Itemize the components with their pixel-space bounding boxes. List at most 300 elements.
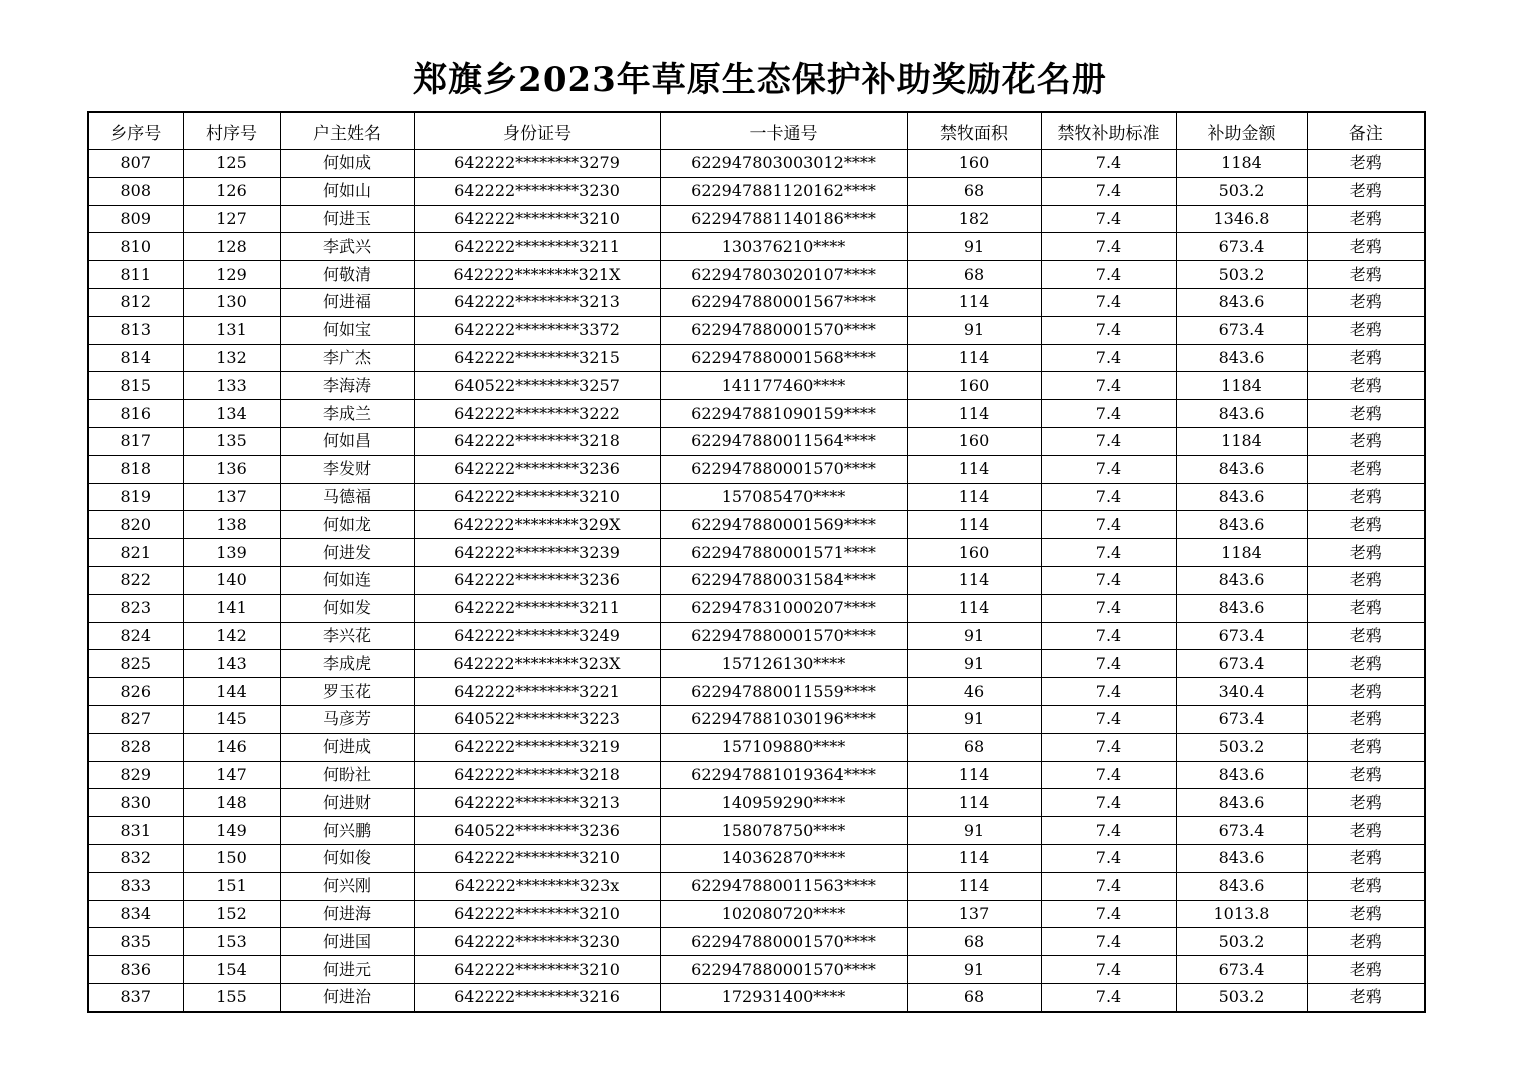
householder-name-cell: 何进海 [280, 900, 414, 928]
id-number-cell: 642222********3219 [414, 733, 660, 761]
subsidy-amount-cell: 843.6 [1176, 566, 1307, 594]
subsidy-amount-cell: 1346.8 [1176, 205, 1307, 233]
page-title: 郑旗乡2023年草原生态保护补助奖励花名册 [413, 60, 1107, 100]
table-row [88, 983, 1425, 1011]
id-number-cell: 642222********3213 [414, 288, 660, 316]
subsidy-rate-cell: 7.4 [1041, 844, 1176, 872]
householder-name-cell: 何如山 [280, 177, 414, 205]
householder-name-cell: 何进财 [280, 789, 414, 817]
column-header-township-no: 乡序号 [88, 112, 183, 150]
village-no-cell: 137 [183, 483, 280, 511]
subsidy-amount-cell: 673.4 [1176, 705, 1307, 733]
subsidy-amount-cell: 1184 [1176, 372, 1307, 400]
township-no-cell: 836 [88, 956, 183, 984]
subsidy-rate-cell: 7.4 [1041, 817, 1176, 845]
householder-name-cell: 何进国 [280, 928, 414, 956]
id-number-cell: 642222********3211 [414, 594, 660, 622]
grazing-ban-area-cell: 137 [907, 900, 1041, 928]
township-no-cell: 807 [88, 150, 183, 178]
card-number-cell: 622947880001571**** [660, 539, 907, 567]
township-no-cell: 821 [88, 539, 183, 567]
township-no-cell: 808 [88, 177, 183, 205]
remarks-cell: 老鸦 [1307, 872, 1425, 900]
table-row [88, 844, 1425, 872]
householder-name-cell: 李发财 [280, 455, 414, 483]
village-no-cell: 136 [183, 455, 280, 483]
grazing-ban-area-cell: 91 [907, 705, 1041, 733]
township-no-cell: 817 [88, 427, 183, 455]
subsidy-rate-cell: 7.4 [1041, 400, 1176, 428]
id-number-cell: 642222********3211 [414, 233, 660, 261]
subsidy-rate-cell: 7.4 [1041, 900, 1176, 928]
subsidy-rate-cell: 7.4 [1041, 928, 1176, 956]
remarks-cell: 老鸦 [1307, 233, 1425, 261]
householder-name-cell: 何如昌 [280, 427, 414, 455]
grazing-ban-area-cell: 114 [907, 455, 1041, 483]
grazing-ban-area-cell: 68 [907, 261, 1041, 289]
id-number-cell: 642222********3210 [414, 900, 660, 928]
subsidy-rate-cell: 7.4 [1041, 539, 1176, 567]
subsidy-amount-cell: 503.2 [1176, 261, 1307, 289]
table-row [88, 400, 1425, 428]
id-number-cell: 642222********321X [414, 261, 660, 289]
subsidy-amount-cell: 340.4 [1176, 678, 1307, 706]
householder-name-cell: 李武兴 [280, 233, 414, 261]
subsidy-amount-cell: 673.4 [1176, 622, 1307, 650]
township-no-cell: 811 [88, 261, 183, 289]
subsidy-rate-cell: 7.4 [1041, 511, 1176, 539]
subsidy-amount-cell: 503.2 [1176, 733, 1307, 761]
village-no-cell: 138 [183, 511, 280, 539]
grazing-ban-area-cell: 160 [907, 372, 1041, 400]
subsidy-amount-cell: 843.6 [1176, 844, 1307, 872]
subsidy-rate-cell: 7.4 [1041, 288, 1176, 316]
remarks-cell: 老鸦 [1307, 900, 1425, 928]
table-row [88, 650, 1425, 678]
householder-name-cell: 何进元 [280, 956, 414, 984]
remarks-cell: 老鸦 [1307, 678, 1425, 706]
subsidy-rate-cell: 7.4 [1041, 761, 1176, 789]
remarks-cell: 老鸦 [1307, 622, 1425, 650]
card-number-cell: 622947881019364**** [660, 761, 907, 789]
township-no-cell: 833 [88, 872, 183, 900]
id-number-cell: 642222********3236 [414, 455, 660, 483]
remarks-cell: 老鸦 [1307, 316, 1425, 344]
grazing-ban-area-cell: 114 [907, 872, 1041, 900]
card-number-cell: 130376210**** [660, 233, 907, 261]
id-number-cell: 642222********323x [414, 872, 660, 900]
township-no-cell: 814 [88, 344, 183, 372]
column-header-subsidy-rate: 禁牧补助标准 [1041, 112, 1176, 150]
grazing-ban-area-cell: 68 [907, 983, 1041, 1011]
village-no-cell: 144 [183, 678, 280, 706]
householder-name-cell: 李广杰 [280, 344, 414, 372]
grazing-ban-area-cell: 91 [907, 817, 1041, 845]
card-number-cell: 622947880001570**** [660, 622, 907, 650]
householder-name-cell: 何如连 [280, 566, 414, 594]
remarks-cell: 老鸦 [1307, 372, 1425, 400]
card-number-cell: 141177460**** [660, 372, 907, 400]
id-number-cell: 642222********3210 [414, 205, 660, 233]
township-no-cell: 825 [88, 650, 183, 678]
table-row [88, 566, 1425, 594]
grazing-ban-area-cell: 114 [907, 566, 1041, 594]
remarks-cell: 老鸦 [1307, 205, 1425, 233]
village-no-cell: 155 [183, 983, 280, 1011]
card-number-cell: 622947881030196**** [660, 705, 907, 733]
id-number-cell: 642222********3213 [414, 789, 660, 817]
subsidy-rate-cell: 7.4 [1041, 150, 1176, 178]
id-number-cell: 640522********3257 [414, 372, 660, 400]
subsidy-amount-cell: 673.4 [1176, 817, 1307, 845]
card-number-cell: 622947881120162**** [660, 177, 907, 205]
householder-name-cell: 何如成 [280, 150, 414, 178]
township-no-cell: 832 [88, 844, 183, 872]
village-no-cell: 154 [183, 956, 280, 984]
card-number-cell: 622947880001568**** [660, 344, 907, 372]
village-no-cell: 142 [183, 622, 280, 650]
grazing-ban-area-cell: 91 [907, 622, 1041, 650]
subsidy-amount-cell: 843.6 [1176, 344, 1307, 372]
village-no-cell: 133 [183, 372, 280, 400]
householder-name-cell: 何如宝 [280, 316, 414, 344]
subsidy-amount-cell: 503.2 [1176, 177, 1307, 205]
table-row [88, 316, 1425, 344]
card-number-cell: 157109880**** [660, 733, 907, 761]
column-header-grazing-ban-area: 禁牧面积 [907, 112, 1041, 150]
grazing-ban-area-cell: 114 [907, 483, 1041, 511]
card-number-cell: 622947880001570**** [660, 316, 907, 344]
householder-name-cell: 马德福 [280, 483, 414, 511]
householder-name-cell: 李成兰 [280, 400, 414, 428]
remarks-cell: 老鸦 [1307, 983, 1425, 1011]
householder-name-cell: 何兴刚 [280, 872, 414, 900]
householder-name-cell: 何如发 [280, 594, 414, 622]
column-header-village-no: 村序号 [183, 112, 280, 150]
householder-name-cell: 何进发 [280, 539, 414, 567]
village-no-cell: 128 [183, 233, 280, 261]
card-number-cell: 622947881090159**** [660, 400, 907, 428]
householder-name-cell: 何如俊 [280, 844, 414, 872]
subsidy-amount-cell: 843.6 [1176, 761, 1307, 789]
township-no-cell: 826 [88, 678, 183, 706]
id-number-cell: 642222********3279 [414, 150, 660, 178]
card-number-cell: 157085470**** [660, 483, 907, 511]
grazing-ban-area-cell: 114 [907, 761, 1041, 789]
table-row [88, 622, 1425, 650]
remarks-cell: 老鸦 [1307, 511, 1425, 539]
subsidy-amount-cell: 503.2 [1176, 983, 1307, 1011]
village-no-cell: 141 [183, 594, 280, 622]
remarks-cell: 老鸦 [1307, 789, 1425, 817]
township-no-cell: 813 [88, 316, 183, 344]
table-row [88, 455, 1425, 483]
township-no-cell: 835 [88, 928, 183, 956]
table-row [88, 956, 1425, 984]
village-no-cell: 146 [183, 733, 280, 761]
remarks-cell: 老鸦 [1307, 817, 1425, 845]
subsidy-rate-cell: 7.4 [1041, 372, 1176, 400]
remarks-cell: 老鸦 [1307, 566, 1425, 594]
table-row [88, 872, 1425, 900]
table-row [88, 928, 1425, 956]
subsidy-rate-cell: 7.4 [1041, 983, 1176, 1011]
id-number-cell: 642222********3239 [414, 539, 660, 567]
subsidy-amount-cell: 1013.8 [1176, 900, 1307, 928]
township-no-cell: 827 [88, 705, 183, 733]
village-no-cell: 148 [183, 789, 280, 817]
card-number-cell: 157126130**** [660, 650, 907, 678]
table-row [88, 372, 1425, 400]
householder-name-cell: 罗玉花 [280, 678, 414, 706]
subsidy-amount-cell: 843.6 [1176, 594, 1307, 622]
householder-name-cell: 何敬清 [280, 261, 414, 289]
subsidy-rate-cell: 7.4 [1041, 678, 1176, 706]
subsidy-amount-cell: 1184 [1176, 150, 1307, 178]
table-header-row [88, 112, 1425, 150]
remarks-cell: 老鸦 [1307, 594, 1425, 622]
id-number-cell: 640522********3223 [414, 705, 660, 733]
subsidy-amount-cell: 843.6 [1176, 288, 1307, 316]
grazing-ban-area-cell: 160 [907, 427, 1041, 455]
subsidy-rate-cell: 7.4 [1041, 789, 1176, 817]
card-number-cell: 140362870**** [660, 844, 907, 872]
remarks-cell: 老鸦 [1307, 650, 1425, 678]
subsidy-amount-cell: 843.6 [1176, 789, 1307, 817]
table-row [88, 205, 1425, 233]
village-no-cell: 135 [183, 427, 280, 455]
card-number-cell: 622947880001570**** [660, 455, 907, 483]
card-number-cell: 172931400**** [660, 983, 907, 1011]
subsidy-rate-cell: 7.4 [1041, 622, 1176, 650]
township-no-cell: 828 [88, 733, 183, 761]
id-number-cell: 642222********3249 [414, 622, 660, 650]
grazing-ban-area-cell: 160 [907, 150, 1041, 178]
table-row [88, 344, 1425, 372]
householder-name-cell: 马彦芳 [280, 705, 414, 733]
id-number-cell: 642222********3210 [414, 844, 660, 872]
id-number-cell: 642222********329X [414, 511, 660, 539]
subsidy-rate-cell: 7.4 [1041, 733, 1176, 761]
remarks-cell: 老鸦 [1307, 705, 1425, 733]
id-number-cell: 642222********3215 [414, 344, 660, 372]
table-row [88, 705, 1425, 733]
table-row [88, 261, 1425, 289]
subsidy-amount-cell: 843.6 [1176, 455, 1307, 483]
remarks-cell: 老鸦 [1307, 427, 1425, 455]
remarks-cell: 老鸦 [1307, 733, 1425, 761]
table-row [88, 678, 1425, 706]
subsidy-amount-cell: 843.6 [1176, 511, 1307, 539]
subsidy-roster-table [87, 111, 1426, 1013]
table-row [88, 900, 1425, 928]
township-no-cell: 823 [88, 594, 183, 622]
grazing-ban-area-cell: 91 [907, 233, 1041, 261]
column-header-remarks: 备注 [1307, 112, 1425, 150]
village-no-cell: 134 [183, 400, 280, 428]
village-no-cell: 131 [183, 316, 280, 344]
table-row [88, 233, 1425, 261]
card-number-cell: 622947880001569**** [660, 511, 907, 539]
subsidy-amount-cell: 843.6 [1176, 483, 1307, 511]
card-number-cell: 102080720**** [660, 900, 907, 928]
card-number-cell: 622947803020107**** [660, 261, 907, 289]
card-number-cell: 622947880001567**** [660, 288, 907, 316]
subsidy-rate-cell: 7.4 [1041, 177, 1176, 205]
subsidy-rate-cell: 7.4 [1041, 956, 1176, 984]
grazing-ban-area-cell: 182 [907, 205, 1041, 233]
subsidy-rate-cell: 7.4 [1041, 650, 1176, 678]
householder-name-cell: 何进成 [280, 733, 414, 761]
village-no-cell: 139 [183, 539, 280, 567]
subsidy-amount-cell: 673.4 [1176, 650, 1307, 678]
householder-name-cell: 何兴鹏 [280, 817, 414, 845]
card-number-cell: 622947880031584**** [660, 566, 907, 594]
subsidy-rate-cell: 7.4 [1041, 872, 1176, 900]
township-no-cell: 816 [88, 400, 183, 428]
householder-name-cell: 何如龙 [280, 511, 414, 539]
grazing-ban-area-cell: 91 [907, 650, 1041, 678]
subsidy-amount-cell: 1184 [1176, 427, 1307, 455]
grazing-ban-area-cell: 114 [907, 344, 1041, 372]
grazing-ban-area-cell: 114 [907, 511, 1041, 539]
remarks-cell: 老鸦 [1307, 455, 1425, 483]
subsidy-rate-cell: 7.4 [1041, 427, 1176, 455]
subsidy-rate-cell: 7.4 [1041, 566, 1176, 594]
id-number-cell: 642222********3230 [414, 177, 660, 205]
table-row [88, 177, 1425, 205]
table-row [88, 733, 1425, 761]
remarks-cell: 老鸦 [1307, 400, 1425, 428]
remarks-cell: 老鸦 [1307, 844, 1425, 872]
id-number-cell: 640522********3236 [414, 817, 660, 845]
township-no-cell: 809 [88, 205, 183, 233]
subsidy-amount-cell: 1184 [1176, 539, 1307, 567]
subsidy-amount-cell: 673.4 [1176, 233, 1307, 261]
table-row [88, 539, 1425, 567]
grazing-ban-area-cell: 91 [907, 956, 1041, 984]
township-no-cell: 812 [88, 288, 183, 316]
table-row [88, 594, 1425, 622]
remarks-cell: 老鸦 [1307, 761, 1425, 789]
subsidy-rate-cell: 7.4 [1041, 344, 1176, 372]
grazing-ban-area-cell: 68 [907, 928, 1041, 956]
village-no-cell: 149 [183, 817, 280, 845]
householder-name-cell: 何进玉 [280, 205, 414, 233]
township-no-cell: 819 [88, 483, 183, 511]
village-no-cell: 129 [183, 261, 280, 289]
village-no-cell: 152 [183, 900, 280, 928]
remarks-cell: 老鸦 [1307, 539, 1425, 567]
card-number-cell: 622947880001570**** [660, 928, 907, 956]
village-no-cell: 143 [183, 650, 280, 678]
card-number-cell: 140959290**** [660, 789, 907, 817]
card-number-cell: 622947880011564**** [660, 427, 907, 455]
subsidy-amount-cell: 673.4 [1176, 316, 1307, 344]
column-header-id-number: 身份证号 [414, 112, 660, 150]
table-row [88, 150, 1425, 178]
table-row [88, 288, 1425, 316]
village-no-cell: 132 [183, 344, 280, 372]
grazing-ban-area-cell: 114 [907, 789, 1041, 817]
township-no-cell: 818 [88, 455, 183, 483]
table-row [88, 511, 1425, 539]
table-row [88, 761, 1425, 789]
grazing-ban-area-cell: 114 [907, 288, 1041, 316]
village-no-cell: 151 [183, 872, 280, 900]
table-row [88, 789, 1425, 817]
grazing-ban-area-cell: 68 [907, 177, 1041, 205]
township-no-cell: 810 [88, 233, 183, 261]
householder-name-cell: 李兴花 [280, 622, 414, 650]
householder-name-cell: 李成虎 [280, 650, 414, 678]
remarks-cell: 老鸦 [1307, 177, 1425, 205]
table-row [88, 427, 1425, 455]
grazing-ban-area-cell: 114 [907, 844, 1041, 872]
id-number-cell: 642222********3216 [414, 983, 660, 1011]
remarks-cell: 老鸦 [1307, 483, 1425, 511]
remarks-cell: 老鸦 [1307, 344, 1425, 372]
township-no-cell: 831 [88, 817, 183, 845]
remarks-cell: 老鸦 [1307, 150, 1425, 178]
id-number-cell: 642222********3218 [414, 761, 660, 789]
id-number-cell: 642222********3222 [414, 400, 660, 428]
township-no-cell: 822 [88, 566, 183, 594]
village-no-cell: 130 [183, 288, 280, 316]
township-no-cell: 824 [88, 622, 183, 650]
table-body [88, 150, 1425, 1012]
householder-name-cell: 李海涛 [280, 372, 414, 400]
grazing-ban-area-cell: 68 [907, 733, 1041, 761]
householder-name-cell: 何进福 [280, 288, 414, 316]
card-number-cell: 622947880011563**** [660, 872, 907, 900]
remarks-cell: 老鸦 [1307, 928, 1425, 956]
id-number-cell: 642222********3221 [414, 678, 660, 706]
township-no-cell: 837 [88, 983, 183, 1011]
township-no-cell: 834 [88, 900, 183, 928]
id-number-cell: 642222********3210 [414, 483, 660, 511]
subsidy-rate-cell: 7.4 [1041, 483, 1176, 511]
column-header-card-number: 一卡通号 [660, 112, 907, 150]
grazing-ban-area-cell: 91 [907, 316, 1041, 344]
subsidy-amount-cell: 843.6 [1176, 872, 1307, 900]
grazing-ban-area-cell: 160 [907, 539, 1041, 567]
grazing-ban-area-cell: 114 [907, 594, 1041, 622]
village-no-cell: 125 [183, 150, 280, 178]
card-number-cell: 622947831000207**** [660, 594, 907, 622]
subsidy-rate-cell: 7.4 [1041, 594, 1176, 622]
village-no-cell: 126 [183, 177, 280, 205]
card-number-cell: 622947881140186**** [660, 205, 907, 233]
village-no-cell: 153 [183, 928, 280, 956]
village-no-cell: 147 [183, 761, 280, 789]
householder-name-cell: 何进治 [280, 983, 414, 1011]
grazing-ban-area-cell: 114 [907, 400, 1041, 428]
grazing-ban-area-cell: 46 [907, 678, 1041, 706]
township-no-cell: 815 [88, 372, 183, 400]
card-number-cell: 622947803003012**** [660, 150, 907, 178]
table-row [88, 817, 1425, 845]
township-no-cell: 829 [88, 761, 183, 789]
card-number-cell: 622947880011559**** [660, 678, 907, 706]
subsidy-amount-cell: 503.2 [1176, 928, 1307, 956]
village-no-cell: 140 [183, 566, 280, 594]
village-no-cell: 145 [183, 705, 280, 733]
remarks-cell: 老鸦 [1307, 288, 1425, 316]
subsidy-rate-cell: 7.4 [1041, 205, 1176, 233]
id-number-cell: 642222********3210 [414, 956, 660, 984]
subsidy-amount-cell: 843.6 [1176, 400, 1307, 428]
